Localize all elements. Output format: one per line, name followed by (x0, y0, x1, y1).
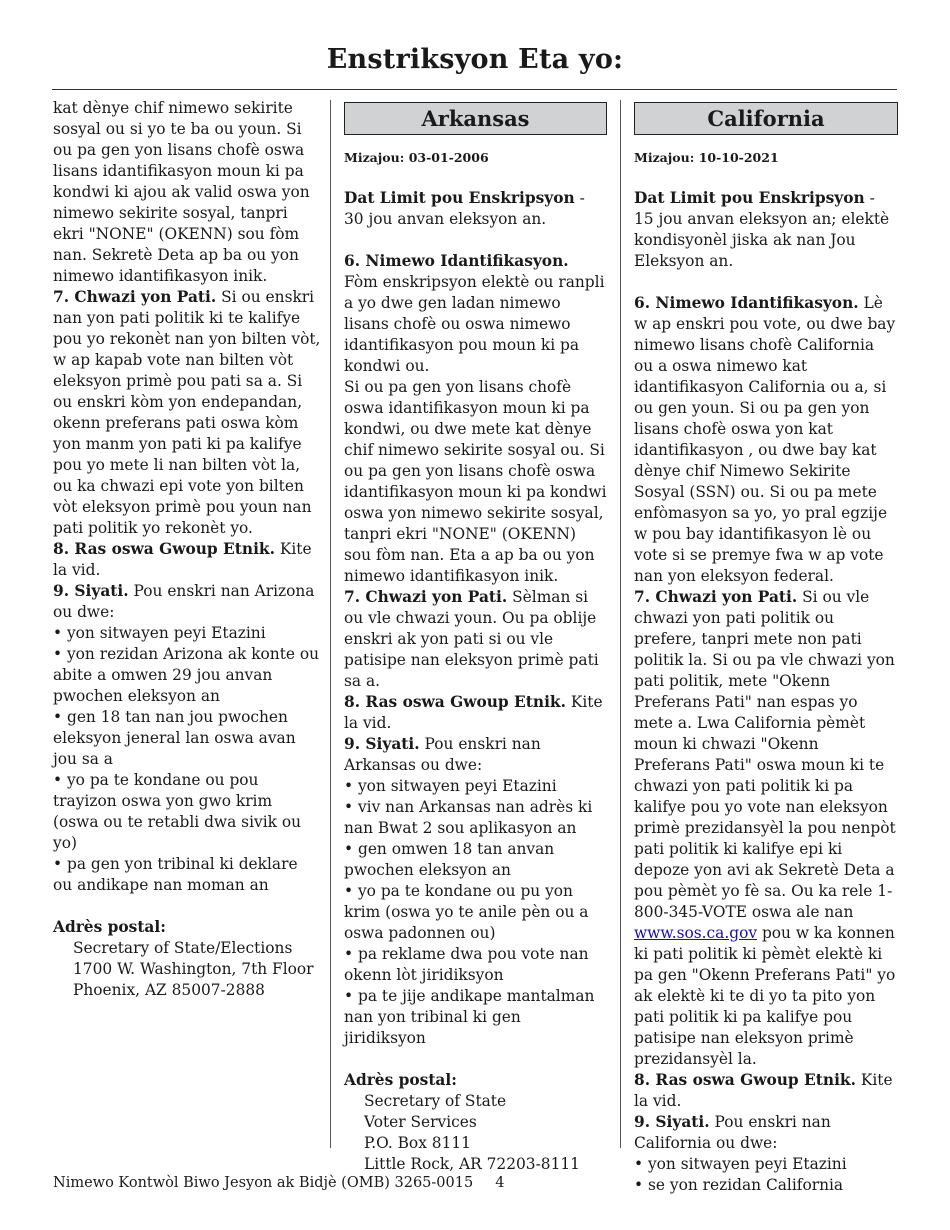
arkansas-section-7 (344, 587, 607, 692)
page-number: 4 (495, 1175, 505, 1191)
page-footer (53, 1175, 504, 1191)
california-section-6 (634, 293, 898, 587)
arkansas-mailing-address (344, 1091, 607, 1175)
mailing-address-label: Adrès postal: (344, 1071, 457, 1089)
section-label: 8. Ras oswa Gwoup Etnik. (634, 1071, 856, 1089)
section-text: Lè w ap enskri pou vote, ou dwe bay nimewo lisans chofè California ou a oswa nimewo kat idantifikasyon California ou a, si ou gen youn. Si ou pa gen yon lisans chofè oswa yon kat idantifikasyon , ou dwe bay kat dènye chif Nimewo Sekirite Sosyal (SSN) ou. Si ou pa mete enfòmasyon sa yo, yo pral egzije w pou bay idantifikasyon lè ou vote si se premye fwa w ap vote nan yon eleksyon federal. (634, 294, 896, 585)
section-label: 7. Chwazi yon Pati. (344, 588, 508, 606)
california-instructions-column (634, 98, 898, 1196)
title-divider (52, 89, 897, 90)
address-line: Phoenix, AZ 85007-2888 (73, 981, 265, 999)
section-text: Fòm enskripsyon elektè ou ranpli a yo dwe gen ladan nimewo lisans chofè ou oswa nimewo idantifikasyon pou moun ki pa kondwi ou. (344, 273, 605, 375)
section-label: 6. Nimewo Idantifikasyon. (634, 294, 859, 312)
section-label: 9. Siyati. (344, 735, 420, 753)
section-label: 7. Chwazi yon Pati. (53, 288, 217, 306)
section-label: 9. Siyati. (634, 1113, 710, 1131)
arkansas-instructions-column (344, 98, 607, 1175)
address-line: Secretary of State/Elections (73, 939, 293, 957)
section-label: 6. Nimewo Idantifikasyon. (344, 252, 569, 270)
section-text: Pou enskri nan California ou dwe: (634, 1113, 831, 1152)
arkansas-section-9 (344, 734, 607, 776)
arizona-instructions-column (53, 98, 321, 1001)
revision-date: Mizajou: 10-10-2021 (634, 150, 779, 165)
section-text: Kite la vid. (634, 1071, 893, 1110)
list-item: • se yon rezidan California (634, 1176, 844, 1194)
california-section-7 (634, 587, 898, 1070)
address-line: 1700 W. Washington, 7th Floor (73, 960, 314, 978)
section-text: Pou enskri nan Arizona ou dwe: (53, 582, 315, 621)
list-item: • pa gen yon tribinal ki deklare ou andikape nan moman an (53, 855, 298, 894)
column-divider (620, 100, 621, 1148)
deadline-text: - 30 jou anvan eleksyon an. (344, 189, 585, 228)
state-header-arkansas: Arkansas (344, 102, 607, 135)
list-item: • gen omwen 18 tan anvan pwochen eleksyon an (344, 840, 555, 879)
section-label: 7. Chwazi yon Pati. (634, 588, 798, 606)
address-line: Voter Services (364, 1113, 477, 1131)
arkansas-section-8 (344, 692, 607, 734)
list-item: • yon sitwayen peyi Etazini (634, 1155, 847, 1173)
deadline-label: Dat Limit pou Enskripsyon (634, 189, 865, 207)
california-section-9 (634, 1112, 898, 1154)
california-deadline (634, 188, 898, 272)
address-line: Little Rock, AR 72203-8111 (364, 1155, 580, 1173)
arizona-section-7 (53, 287, 321, 539)
address-line: Secretary of State (364, 1092, 507, 1110)
arkansas-eligibility-list (344, 776, 607, 1049)
list-item: • yon sitwayen peyi Etazini (344, 777, 557, 795)
arizona-eligibility-list (53, 623, 321, 896)
arkansas-section-6-continued: Si ou pa gen yon lisans chofè oswa idantifikasyon moun ki pa kondwi, ou dwe mete kat dènye chif nimewo sekirite sosyal ou. Si ou pa gen yon lisans chofè oswa idantifikasyon moun ki pa kondwi oswa yon nimewo sekirite sosyal, tanpri ekri "NONE" (OKENN) sou fòm nan. Eta a ap ba ou yon nimewo idantifikasyon inik. (344, 378, 607, 585)
list-item: • pa reklame dwa pou vote nan okenn lòt jiridiksyon (344, 945, 589, 984)
deadline-label: Dat Limit pou Enskripsyon (344, 189, 575, 207)
list-item: • yo pa te kondane ou pou trayizon oswa yon gwo krim (oswa ou te retabli dwa sivik ou yo) (53, 771, 302, 852)
list-item: • pa te jije andikape mantalman nan yon tribinal ki gen jiridiksyon (344, 987, 595, 1047)
arizona-mailing-address (53, 938, 321, 1001)
sos-website-link[interactable]: www.sos.ca.gov (634, 924, 758, 942)
list-item: • yon rezidan Arizona ak konte ou abite a omwen 29 jou anvan pwochen eleksyon an (53, 645, 320, 705)
arizona-section-9 (53, 581, 321, 623)
section-label: 9. Siyati. (53, 582, 129, 600)
revision-date: Mizajou: 03-01-2006 (344, 150, 489, 165)
mailing-address-label: Adrès postal: (53, 918, 166, 936)
section-text: Pou enskri nan Arkansas ou dwe: (344, 735, 541, 774)
section-label: 8. Ras oswa Gwoup Etnik. (344, 693, 566, 711)
list-item: • viv nan Arkansas nan adrès ki nan Bwat 2 sou aplikasyon an (344, 798, 593, 837)
section-text: Si ou enskri nan yon pati politik ki te kalifye pou yo rekonèt nan yon bilten vòt, w ap kapab vote nan bilten vòt eleksyon primè pou pati sa a. Si ou enskri kòm yon endepandan, okenn preferans pati oswa kòm yon manm yon pati ki pa kalifye pou yo mete li nan bilten vòt la, ou ka chwazi epi vote yon bilten vòt eleksyon primè pou youn nan pati politik yo rekonèt yo. (53, 288, 321, 537)
arizona-id-continuation: kat dènye chif nimewo sekirite sosyal ou si yo te ba ou youn. Si ou pa gen yon lisans chofè oswa lisans idantifikasyon moun ki pa kondwi ki ajou ak valid oswa yon nimewo sekirite sosyal, tanpri ekri "NONE" (OKENN) sou fòm nan. Sekretè Deta ap ba ou yon nimewo idantifikasyon inik. (53, 99, 310, 285)
state-header-california: California (634, 102, 898, 135)
page-title: Enstriksyon Eta yo: (326, 44, 624, 75)
column-divider (330, 100, 331, 1148)
list-item: • gen 18 tan nan jou pwochen eleksyon jeneral lan oswa avan jou sa a (53, 708, 296, 768)
california-eligibility-list (634, 1154, 898, 1196)
section-text-continued: pou w ka konnen ki pati politik ki pèmèt elektè ki pa gen "Okenn Preferans Pati" yo ak elektè ki te di yo ta pito yon pati politik ki pa kalifye pou patisipe nan eleksyon primè prezidansyèl la. (634, 924, 896, 1068)
section-text: Si ou vle chwazi yon pati politik ou prefere, tanpri mete non pati politik la. Si ou pa vle chwazi yon pati politik, mete "Okenn Preferans Pati" nan espas yo mete a. Lwa California pèmèt moun ki chwazi "Okenn Preferans Pati" oswa moun ki te chwazi yon pati politik ki pa kalifye pou yo vote nan eleksyon primè prezidansyèl la pou nenpòt pati politik ki kalifye epi ki depoze yon avi ak Sekretè Deta a pou pèmèt yo fè sa. Ou ka rele 1-800-345-VOTE oswa ale nan (634, 588, 896, 921)
section-text: Kite la vid. (53, 540, 312, 579)
list-item: • yo pa te kondane ou pu yon krim (oswa yo te anile pèn ou a oswa padonnen ou) (344, 882, 589, 942)
arizona-section-8 (53, 539, 321, 581)
arkansas-deadline (344, 188, 607, 230)
omb-control-number: Nimewo Kontwòl Biwo Jesyon ak Bidjè (OMB) 3265-0015 (53, 1175, 474, 1191)
address-line: P.O. Box 8111 (364, 1134, 471, 1152)
california-section-8 (634, 1070, 898, 1112)
list-item: • yon sitwayen peyi Etazini (53, 624, 266, 642)
arkansas-section-6 (344, 251, 607, 377)
deadline-text: - 15 jou anvan eleksyon an; elektè kondisyonèl jiska ak nan Jou Eleksyon an. (634, 189, 890, 270)
section-text: Sèlman si ou vle chwazi youn. Ou pa oblije enskri ak yon pati si ou vle patisipe nan eleksyon primè pati sa a. (344, 588, 599, 690)
section-label: 8. Ras oswa Gwoup Etnik. (53, 540, 275, 558)
section-text: Kite la vid. (344, 693, 603, 732)
